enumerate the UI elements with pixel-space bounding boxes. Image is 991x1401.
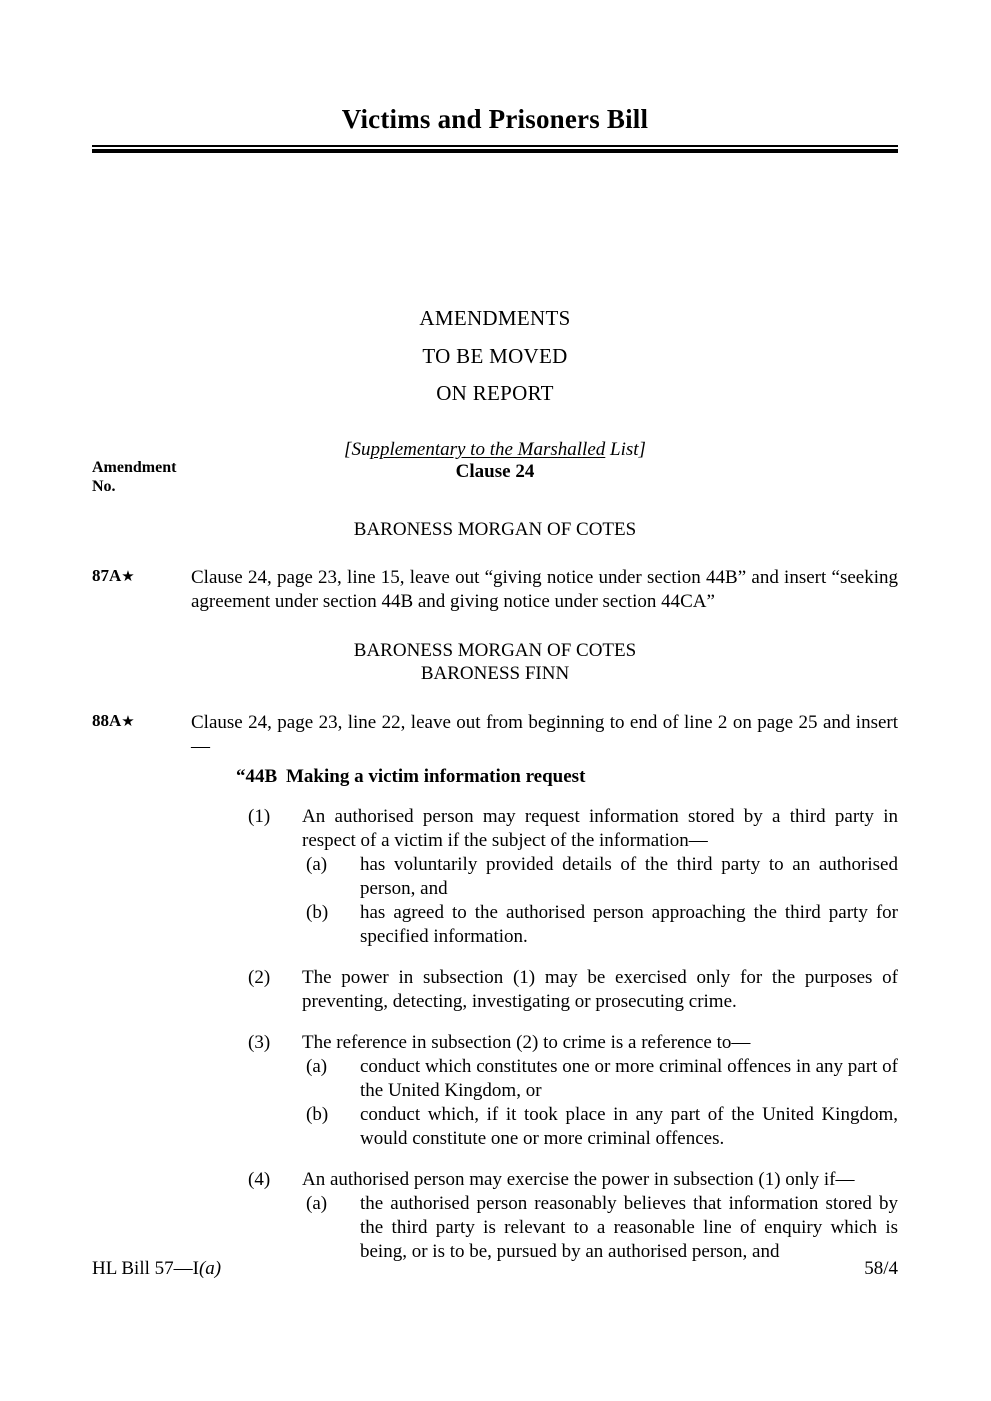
paragraph-number: (a) (306, 1193, 328, 1214)
subsection-2 (248, 966, 898, 1014)
paragraph-number: (b) (306, 902, 329, 923)
subsection-text: An authorised person may exercise the power in subsection (1) only if— (302, 1169, 855, 1190)
sponsor-name-line2: BARONESS FINN (420, 663, 570, 684)
rule-thick (92, 149, 898, 153)
subsection-4 (248, 1168, 898, 1264)
supplementary-note (92, 439, 898, 461)
inserted-section-heading (236, 766, 898, 788)
amendment-text-87A: Clause 24, page 23, line 15, leave out “giving notice under section 44B” and insert “seeking agreement under section 44B and giving notice under section 44CA” (191, 567, 898, 612)
subsection-number: (3) (248, 1032, 271, 1053)
paragraph-text: conduct which constitutes one or more criminal offences in any part of the United Kingdom, or (360, 1056, 898, 1101)
amendment-number-text: 88A (92, 711, 122, 730)
sponsor-name: BARONESS MORGAN OF COTES (353, 519, 637, 540)
amendment-number-text: 87A (92, 566, 122, 585)
amendment-no-label-line1: Amendment (92, 459, 177, 476)
heading-line-to-be-moved: TO BE MOVED (422, 343, 568, 368)
paragraph-number: (a) (306, 854, 328, 875)
paragraph-text: the authorised person reasonably believes that information stored by the third party is relevant to a reasonable line of enquiry which is being, or is to be, pursued by an authorised person, and (360, 1193, 898, 1262)
inserted-section-number: “44B (236, 766, 278, 787)
amendment-entry-87A (92, 566, 898, 614)
bill-reference-suffix: (a) (198, 1258, 222, 1279)
subsection-text: The power in subsection (1) may be exercised only for the purposes of preventing, detecting, investigating or prosecuting crime. (302, 967, 898, 1012)
paragraph-3b (306, 1103, 898, 1151)
subsection-text: An authorised person may request information stored by a third party in respect of a victim if the subject of the information— (302, 806, 898, 851)
bill-reference-prefix: HL Bill 57—I (92, 1258, 199, 1279)
paragraph-text: has voluntarily provided details of the third party to an authorised person, and (360, 854, 898, 899)
bill-reference (92, 1258, 221, 1280)
subsection-number: (2) (248, 967, 271, 988)
sponsor-name-line1: BARONESS MORGAN OF COTES (353, 640, 637, 661)
clause-heading: Clause 24 (455, 461, 535, 482)
paragraph-number: (a) (306, 1056, 328, 1077)
paragraph-number: (b) (306, 1104, 329, 1125)
subsection-3 (248, 1031, 898, 1151)
paragraph-text: conduct which, if it took place in any part of the United Kingdom, would constitute one or more criminal offences. (360, 1104, 898, 1149)
amendments-heading-block (92, 300, 898, 461)
paragraph-4a (306, 1192, 898, 1264)
paragraph-text: has agreed to the authorised person approaching the third party for specified information. (360, 902, 898, 947)
sponsor-block-2 (92, 639, 898, 685)
amendment-number-88A[interactable] (92, 711, 188, 731)
supplementary-tail: List] (605, 438, 646, 460)
subsection-text: The reference in subsection (2) to crime is a reference to— (302, 1032, 751, 1053)
title-double-rule (92, 145, 898, 153)
sponsor-block-1 (92, 518, 898, 541)
paragraph-1b (306, 901, 898, 949)
inserted-section-title: Making a victim information request (286, 766, 586, 787)
subsection-1 (248, 805, 898, 949)
supplementary-open: [Su (344, 438, 371, 460)
inserted-clause-block (92, 766, 898, 1264)
paragraph-3a (306, 1055, 898, 1103)
subsection-number: (4) (248, 1169, 271, 1190)
subsection-number: (1) (248, 806, 271, 827)
page-footer (92, 1258, 898, 1280)
supplementary-underlined: pplementary to the Marshalled (370, 438, 606, 460)
amendment-text-88A: Clause 24, page 23, line 22, leave out from beginning to end of line 2 on page 25 and insert— (191, 712, 898, 757)
star-icon: ★ (121, 569, 135, 585)
amendment-no-label-line2: No. (92, 478, 116, 495)
paragraph-1a (306, 853, 898, 901)
amendment-number-87A[interactable] (92, 566, 188, 586)
page-number: 58/4 (864, 1258, 898, 1279)
heading-line-on-report: ON REPORT (436, 381, 554, 405)
star-icon: ★ (121, 714, 135, 730)
amendment-entry-88A (92, 711, 898, 759)
heading-line-amendments: AMENDMENTS (419, 306, 571, 330)
page-title: Victims and Prisoners Bill (341, 104, 649, 134)
